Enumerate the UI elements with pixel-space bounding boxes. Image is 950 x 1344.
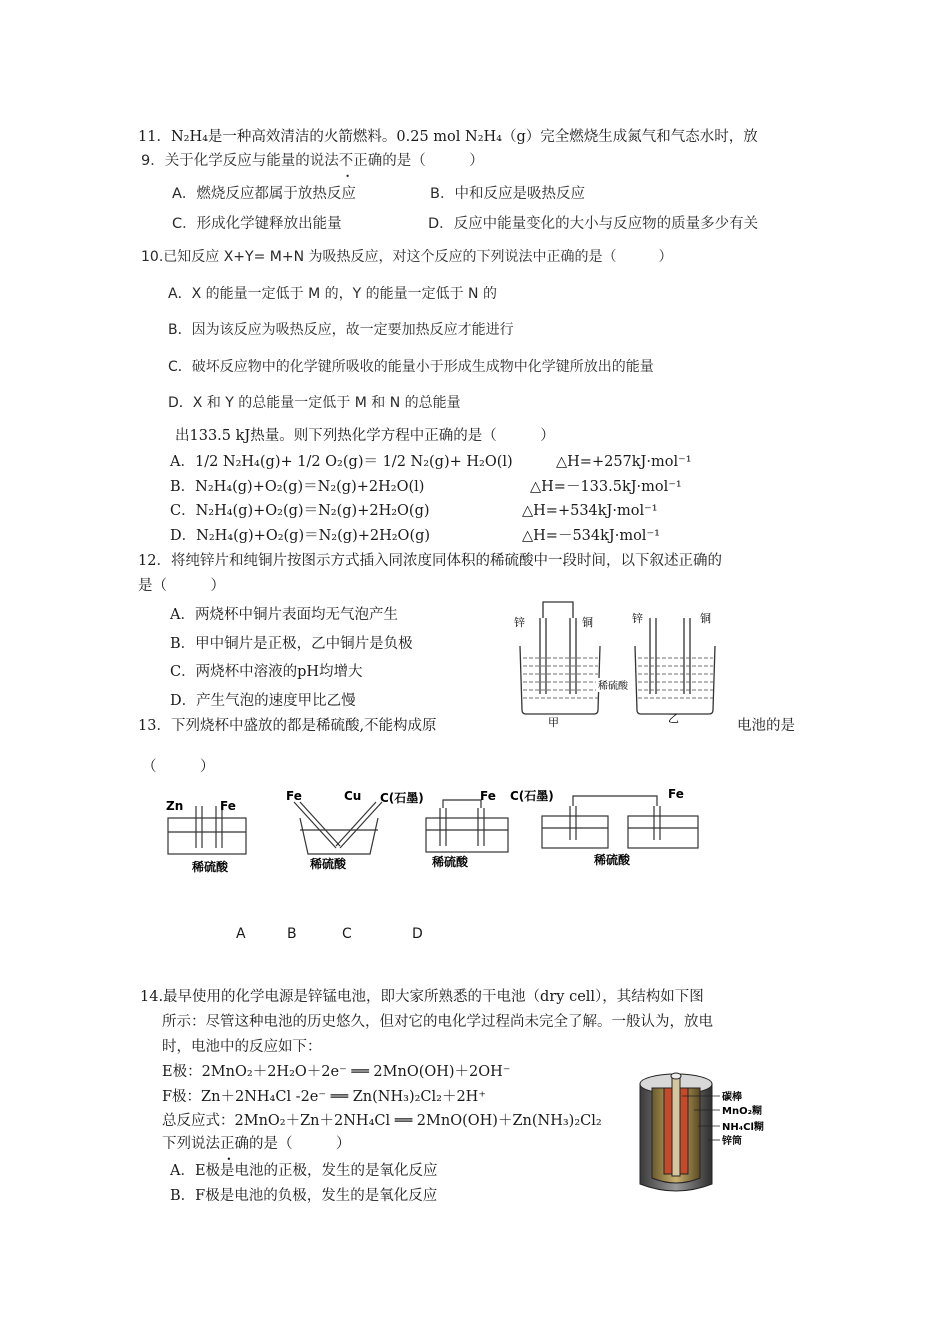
q12-fig-zn-label: 锌 <box>514 616 525 629</box>
q14-e-electrode: E极：2MnO₂＋2H₂O＋2e⁻ ══ 2MnO(OH)＋2OH⁻ <box>162 1064 511 1080</box>
q12-fig-cu-label: 铜 <box>582 616 593 629</box>
q12-option-c: C．两烧杯中溶液的pH均增大 <box>170 664 363 680</box>
q14-total-reaction: 总反应式：2MnO₂＋Zn＋2NH₄Cl ══ 2MnO(OH)＋Zn(NH₃)₂Cl₂ <box>162 1113 602 1129</box>
q14-f-electrode: F极：Zn＋2NH₄Cl -2e⁻ ══ Zn(NH₃)₂Cl₂＋2H⁺ <box>162 1089 486 1105</box>
q9-stem: 9．关于化学反应与能量的说法不正确的是（ ） <box>141 153 484 169</box>
q13-letter-d: D <box>412 926 423 942</box>
q10-option-b: B．因为该反应为吸热反应，故一定要加热反应才能进行 <box>168 322 514 338</box>
q12-beaker-figure <box>500 598 730 730</box>
q11-option-a: A．1/2 N₂H₄(g)+ 1/2 O₂(g)＝ 1/2 N₂(g)+ H₂O(l) <box>170 454 513 470</box>
q13-letter-c: C <box>342 926 352 942</box>
q14-stem-cont2: 时，电池中的反应如下： <box>162 1039 322 1055</box>
q11-option-d-dh: △H=－534kJ·mol⁻¹ <box>522 528 660 544</box>
q13-stem-tail: 电池的是 <box>737 718 795 734</box>
q14-option-b: B．F极是电池的负极，发生的是氧化反应 <box>170 1188 438 1204</box>
q11-option-c-dh: △H=+534kJ·mol⁻¹ <box>522 503 658 519</box>
q14-option-a: A．E极是电池的正极，发生的是氧化反应 <box>170 1163 438 1179</box>
q13-c-acid: 稀硫酸 <box>432 855 469 869</box>
q11-option-a-dh: △H=+257kJ·mol⁻¹ <box>556 454 692 470</box>
q11-option-d: D．N₂H₄(g)+O₂(g)＝N₂(g)+2H₂O(g) <box>170 528 431 544</box>
q12-option-b: B．甲中铜片是正极，乙中铜片是负极 <box>170 636 413 652</box>
q13-a-acid: 稀硫酸 <box>192 860 229 874</box>
q11-option-b-dh: △H=－133.5kJ·mol⁻¹ <box>530 479 682 495</box>
q10-stem: 10.已知反应 X+Y= M+N 为吸热反应，对这个反应的下列说法中正确的是（ ） <box>141 249 673 265</box>
q10-option-d: D．X 和 Y 的总能量一定低于 M 和 N 的总能量 <box>168 395 461 411</box>
q12-fig-acid-label: 稀硫酸 <box>598 681 628 692</box>
q9-option-d: D．反应中能量变化的大小与反应物的质量多少有关 <box>428 216 759 232</box>
q13-c-c: C(石墨) <box>380 791 424 805</box>
q9-option-c: C．形成化学键释放出能量 <box>172 216 342 232</box>
q11-stem: 11．N₂H₄是一种高效清洁的火箭燃料。0.25 mol N₂H₄（g）完全燃烧生成氮气和气态水时，放 <box>138 129 758 145</box>
q13-a-zn: Zn <box>166 799 184 813</box>
dry-cell-rod-label: 碳棒 <box>722 1092 742 1103</box>
q12-option-d: D．产生气泡的速度甲比乙慢 <box>170 693 356 709</box>
q13-c-fe: Fe <box>480 789 496 803</box>
q14-stem: 14.最早使用的化学电源是锌锰电池，即大家所熟悉的干电池（dry cell），其结构如下图 <box>140 989 704 1005</box>
q12-fig-cu-label-2: 铜 <box>700 612 711 625</box>
q12-fig-jia-label: 甲 <box>548 716 559 729</box>
dry-cell-figure <box>636 1066 786 1198</box>
q13-stem: 13．下列烧杯中盛放的都是稀硫酸,不能构成原 <box>138 718 437 734</box>
q9-option-a: A．燃烧反应都属于放热反应 <box>172 186 356 202</box>
q11-option-b: B．N₂H₄(g)+O₂(g)＝N₂(g)+2H₂O(l) <box>170 479 425 495</box>
dry-cell-nh4cl-label: NH₄Cl糊 <box>722 1122 764 1133</box>
q11-option-c: C．N₂H₄(g)+O₂(g)＝N₂(g)+2H₂O(g) <box>170 503 430 519</box>
q13-a-fe: Fe <box>220 799 236 813</box>
q13-letter-b: B <box>287 926 297 942</box>
q13-b-cu: Cu <box>344 789 362 803</box>
q12-stem: 12．将纯锌片和纯铜片按图示方式插入同浓度同体积的稀硫酸中一段时间，以下叙述正确的 <box>138 553 722 569</box>
q12-stem-cont: 是（ ） <box>138 578 225 594</box>
q12-fig-zn-label-2: 锌 <box>632 612 643 625</box>
q13-b-fe: Fe <box>286 789 302 803</box>
q13-letter-a: A <box>236 926 246 942</box>
q14-stem-cont: 所示：尽管这种电池的历史悠久，但对它的电化学过程尚未完全了解。一般认为，放电 <box>162 1014 713 1030</box>
dry-cell-zn-label: 锌筒 <box>722 1136 742 1147</box>
q13-d-c: C(石墨) <box>510 789 554 803</box>
q12-fig-yi-label: 乙 <box>668 712 679 725</box>
dry-cell-mno2-label: MnO₂糊 <box>722 1106 762 1117</box>
q13-b-acid: 稀硫酸 <box>310 857 347 871</box>
q11-stem-cont: 出133.5 kJ热量。则下列热化学方程中正确的是（ ） <box>175 428 555 444</box>
q13-cells-figure <box>160 788 720 878</box>
q9-option-b: B．中和反应是吸热反应 <box>430 186 585 202</box>
q14-ask: 下列说法正确的是（ ） <box>162 1136 351 1152</box>
q13-d-fe: Fe <box>668 787 684 801</box>
q12-option-a: A．两烧杯中铜片表面均无气泡产生 <box>170 607 398 623</box>
q13-d-acid: 稀硫酸 <box>594 853 631 867</box>
q10-option-a: A．X 的能量一定低于 M 的，Y 的能量一定低于 N 的 <box>168 286 497 302</box>
q10-option-c: C．破坏反应物中的化学键所吸收的能量小于形成生成物中化学键所放出的能量 <box>168 359 654 375</box>
q13-paren: （ ） <box>142 759 215 775</box>
